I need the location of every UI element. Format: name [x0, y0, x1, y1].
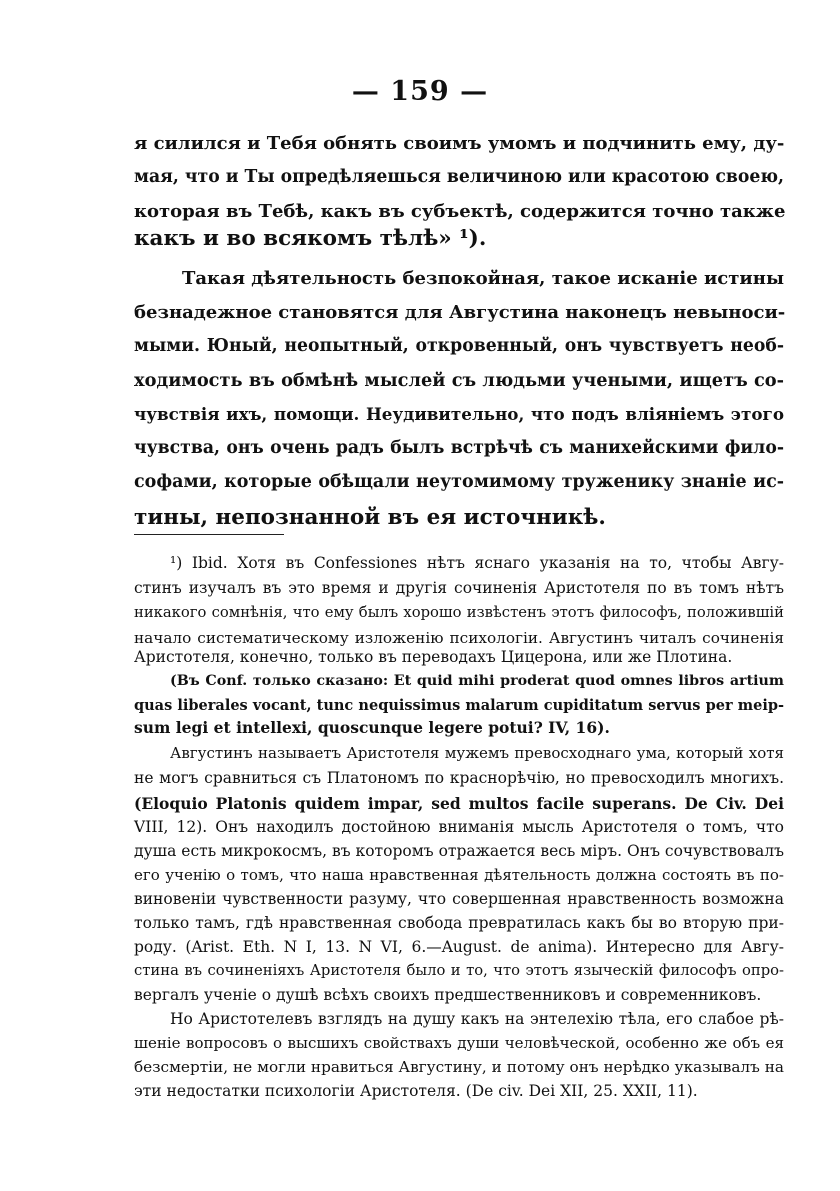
text-line: которая въ Тебѣ, какъ въ субъектѣ, содержится точно также — [134, 201, 786, 222]
footnote-line: эти недостатки психологіи Аристотеля. (De civ. Dei XII, 25. XXII, 11). — [134, 1082, 698, 1100]
footnote-line: виновеніи чувственности разуму, что совершенная нравственность возможна — [134, 890, 784, 908]
footnote-line: quas liberales vocant, tunc nequissimus malarum cupiditatum servus per meip- — [134, 697, 784, 714]
footnote-line: Августинъ называетъ Аристотеля мужемъ превосходнаго ума, который хотя — [170, 744, 784, 762]
text-line: софами, которые обѣщали неутомимому труженику знаніе ис- — [134, 472, 784, 492]
footnote-line: безсмертіи, не могли нравиться Августину, и потому онъ нерѣдко указывалъ на — [134, 1058, 784, 1076]
footnote-line: шеніе вопросовъ о высшихъ свойствахъ души человѣческой, особенно же объ ея — [134, 1034, 784, 1052]
text-line: тины, непознанной въ ея источникѣ. — [134, 505, 606, 530]
footnote-line: Но Аристотелевъ взглядъ на душу какъ на энтелехію тѣла, его слабое рѣ- — [170, 1010, 784, 1028]
footnote-line: sum legi et intellexi, quoscunque legere potui? IV, 16). — [134, 718, 610, 737]
footnote-line: только тамъ, гдѣ нравственная свобода превратилась какъ бы во вторую при- — [134, 914, 784, 932]
footnote-line: стинъ изучалъ въ это время и другія сочиненія Аристотеля по въ томъ нѣтъ — [134, 579, 784, 597]
text-line: я силился и Тебя обнять своимъ умомъ и подчинить ему, ду- — [134, 133, 785, 154]
text-line: мая, что и Ты опредѣляешься величиною или красотою своею, — [134, 167, 785, 187]
text-line: ходимость въ обмѣнѣ мыслей съ людьми учеными, ищетъ со- — [134, 370, 784, 391]
footnote-line: роду. (Arist. Eth. N I, 13. N VI, 6.—August. de anima). Интересно для Авгу- — [134, 938, 784, 956]
footnote-divider — [134, 534, 284, 535]
footnote-line: (Въ Conf. только сказано: Et quid mihi proderat quod omnes libros artium — [170, 673, 784, 689]
footnote-line: стина въ сочиненіяхъ Аристотеля было и то, что этотъ языческій философъ опро- — [134, 962, 784, 979]
footnote-line: не могъ сравниться съ Платономъ по краснорѣчію, но превосходилъ многихъ. — [134, 769, 784, 787]
footnote-line: ¹) Ibid. Хотя въ Confessiones нѣтъ яснаго указанія на то, чтобы Авгу- — [170, 554, 784, 572]
footnote-line: начало систематическому изложенію психологіи. Августинъ читалъ сочиненія — [134, 629, 784, 647]
footnote-line: вергалъ ученіе о душѣ всѣхъ своихъ предшественниковъ и современниковъ. — [134, 986, 762, 1004]
footnote-line: (Eloquio Platonis quidem impar, sed multos facile superans. De Civ. Dei — [134, 794, 784, 813]
footnote-line: его ученію о томъ, что наша нравственная дѣятельность должна состоять въ по- — [134, 866, 784, 884]
text-line: чувства, онъ очень радъ былъ встрѣчѣ съ манихейскими фило- — [134, 438, 784, 458]
text-line: безнадежное становятся для Августина наконецъ невыноси- — [134, 302, 786, 323]
page-number: — 159 — — [351, 76, 489, 107]
footnote-line: VIII, 12). Онъ находилъ достойною вниманія мысль Аристотеля о томъ, что — [134, 818, 784, 836]
footnote-line: Аристотеля, конечно, только въ переводахъ Цицерона, или же Плотина. — [134, 648, 733, 666]
text-line: чувствія ихъ, помощи. Неудивительно, что подъ вліяніемъ этого — [134, 404, 784, 424]
text-line: мыми. Юный, неопытный, откровенный, онъ чувствуетъ необ- — [134, 336, 784, 356]
text-line: какъ и во всякомъ тѣлѣ» ¹). — [134, 226, 487, 251]
footnote-line: душа есть микрокосмъ, въ которомъ отражается весь міръ. Онъ сочувствовалъ — [134, 842, 784, 860]
footnote-line: никакого сомнѣнія, что ему былъ хорошо извѣстенъ этотъ философъ, положившій — [134, 604, 784, 621]
text-line: Такая дѣятельность безпокойная, такое исканіе истины — [182, 268, 784, 289]
